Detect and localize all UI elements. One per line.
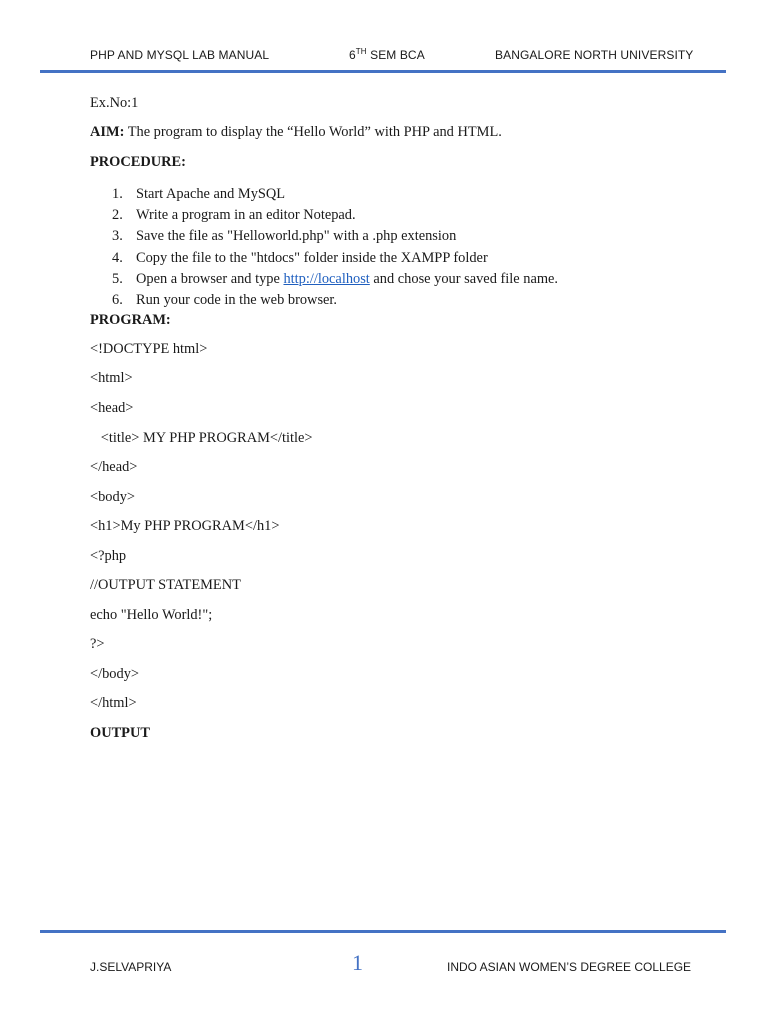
step-number: 3. [112,228,123,245]
step-number: 5. [112,270,123,287]
procedure-step [90,206,558,227]
header-semester-rest: SEM BCA [366,48,425,62]
step-text: Start Apache and MySQL [136,186,286,202]
code-line: <title> MY PHP PROGRAM</title> [90,430,313,446]
code-line: </body> [90,666,140,682]
exercise-number: Ex.No:1 [90,95,139,111]
output-heading: OUTPUT [90,725,150,741]
page-number: 1 [352,950,363,975]
program-heading: PROGRAM: [90,312,171,328]
code-line: </html> [90,695,137,711]
code-line: </head> [90,459,138,475]
code-line: <html> [90,370,133,386]
procedure-step [90,291,558,312]
localhost-link[interactable]: http://localhost [283,270,370,287]
step-number: 4. [112,249,123,266]
step-text: Write a program in an editor Notepad. [136,207,356,224]
header-rule [40,70,726,73]
code-line: <head> [90,400,134,416]
procedure-step [90,227,558,248]
header-semester-sup: TH [355,47,367,56]
procedure-heading: PROCEDURE: [90,154,186,170]
code-line: <!DOCTYPE html> [90,341,208,357]
header-semester-num: 6 [349,48,356,62]
aim-label: AIM: [90,124,125,140]
procedure-list [90,185,558,312]
step-text: Save the file as "Helloworld.php" with a .php extension [136,228,457,245]
step-text-before: Open a browser and type [136,270,284,287]
step-text-after: and chose your saved file name. [369,270,559,287]
code-line: <body> [90,489,136,505]
procedure-step [90,185,558,206]
step-number: 2. [112,207,123,224]
procedure-step [90,249,558,270]
aim-line [90,123,502,141]
code-line: <?php [90,548,127,564]
code-line: //OUTPUT STATEMENT [90,577,241,593]
header-semester [349,48,425,62]
code-line: echo "Hello World!"; [90,607,213,623]
code-line: ?> [90,636,105,652]
code-line: <h1>My PHP PROGRAM</h1> [90,518,280,534]
footer-college: INDO ASIAN WOMEN’S DEGREE COLLEGE [447,960,692,974]
aim-text: The program to display the “Hello World” with PHP and HTML. [124,124,502,140]
step-text: Run your code in the web browser. [136,291,338,308]
procedure-step [90,270,558,291]
step-number: 6. [112,291,123,308]
header-university: BANGALORE NORTH UNIVERSITY [495,48,694,62]
step-text: Copy the file to the "htdocs" folder inside the XAMPP folder [136,249,488,266]
footer-author: J.SELVAPRIYA [90,960,172,974]
step-number: 1. [112,186,123,202]
footer-rule [40,930,726,933]
header-title: PHP AND MYSQL LAB MANUAL [90,48,270,62]
